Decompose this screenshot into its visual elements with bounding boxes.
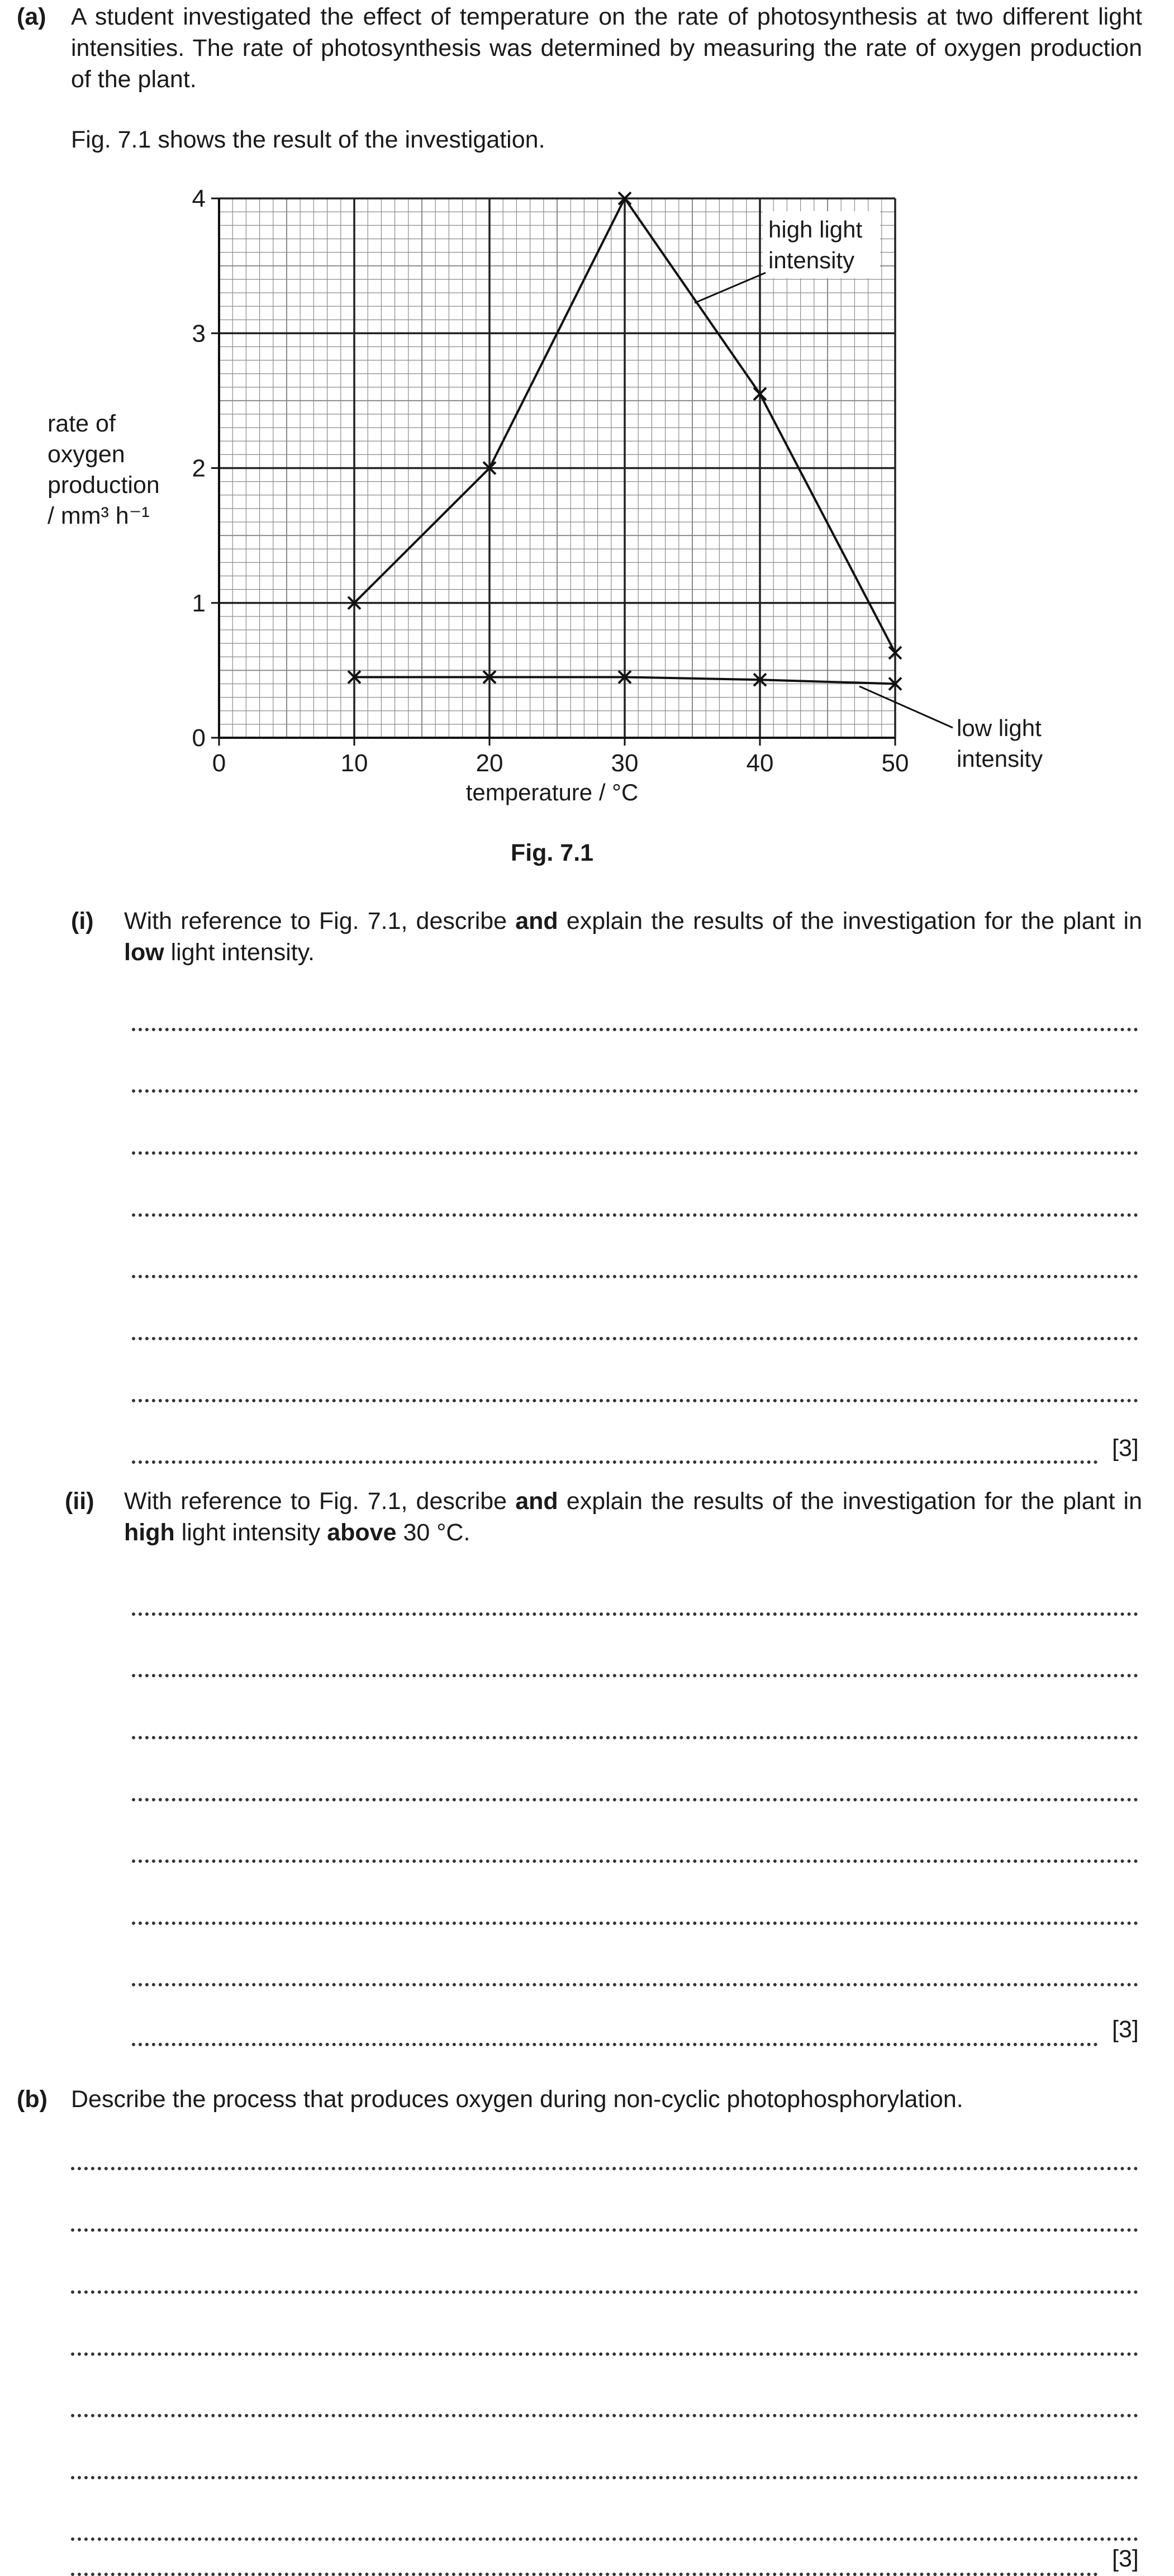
figure-7-1-chart: [0, 168, 1174, 816]
question-i-label: (i): [71, 908, 94, 934]
answer-line: [132, 1151, 1138, 1155]
answer-line: [71, 2167, 1138, 2170]
low-light-label: intensity: [957, 746, 1043, 772]
answer-line: [71, 2476, 1138, 2479]
answer-line: [132, 1983, 1138, 1986]
answer-line: [132, 1859, 1138, 1863]
answer-line: [132, 1612, 1138, 1616]
answer-line: [71, 2352, 1138, 2356]
part-b-label: (b): [17, 2086, 47, 2113]
part-a-intro: A student investigated the effect of temperature on the rate of photosynthesis at two different light intensities. The rate of photosynthesis was determined by measuring the rate of oxygen production of the plant.: [71, 3, 1142, 93]
part-a-label: (a): [17, 3, 46, 30]
answer-line: [132, 2043, 1098, 2046]
part-b-text: Describe the process that produces oxygen during non-cyclic photophosphorylation.: [71, 2086, 963, 2113]
x-tick-label: 20: [476, 749, 503, 777]
y-tick-label: 0: [192, 724, 206, 752]
y-label-line: oxygen: [47, 441, 125, 468]
answer-line: [132, 1213, 1138, 1217]
high-light-label: high light: [768, 216, 863, 243]
answer-line: [71, 2228, 1138, 2232]
marks-b: [3]: [1112, 2545, 1139, 2572]
low-light-label: low light: [957, 715, 1042, 741]
answer-line: [132, 1736, 1138, 1739]
low-label-leader: [859, 686, 953, 728]
answer-line: [71, 2573, 1098, 2576]
answer-line: [132, 1399, 1138, 1402]
fig-reference: Fig. 7.1 shows the result of the investigation.: [71, 126, 545, 153]
high-light-label: intensity: [768, 247, 855, 273]
x-tick-label: 30: [611, 749, 639, 777]
marks-i: [3]: [1112, 1435, 1139, 1462]
x-tick-label: 0: [212, 749, 226, 777]
answer-line: [132, 1337, 1138, 1340]
high-label-leader: [695, 273, 766, 303]
question-i-text: With reference to Fig. 7.1, describe and explain the results of the investigation for the plant in low light intensity.: [124, 908, 1142, 966]
answer-line: [132, 1798, 1138, 1801]
question-ii-text: With reference to Fig. 7.1, describe and explain the results of the investigation for the plant in high light intensity above 30 °C.: [124, 1488, 1142, 1546]
marks-ii: [3]: [1112, 2016, 1139, 2043]
y-tick-label: 2: [192, 454, 206, 482]
y-label-line: rate of: [47, 410, 116, 437]
answer-line: [132, 1089, 1138, 1093]
x-tick-label: 40: [746, 749, 774, 777]
answer-line: [71, 2537, 1138, 2541]
answer-line: [132, 1922, 1138, 1925]
figure-caption: Fig. 7.1: [510, 839, 594, 866]
answer-line: [132, 1674, 1138, 1677]
y-tick-label: 4: [192, 185, 206, 212]
question-ii-label: (ii): [65, 1488, 94, 1515]
y-label-unit: / mm³ h⁻¹: [47, 502, 150, 529]
y-axis-label: [47, 410, 160, 529]
answer-line: [132, 1028, 1138, 1031]
answer-line: [71, 2290, 1138, 2294]
y-label-line: production: [47, 472, 160, 499]
x-tick-label: 50: [881, 749, 909, 777]
series-labels: [695, 211, 1043, 772]
x-tick-label: 10: [340, 749, 368, 777]
x-axis-label: temperature / °C: [465, 779, 639, 805]
answer-line: [132, 1460, 1098, 1464]
y-tick-label: 3: [192, 320, 206, 348]
y-tick-label: 1: [192, 589, 206, 617]
answer-line: [71, 2414, 1138, 2417]
answer-line: [132, 1275, 1138, 1278]
